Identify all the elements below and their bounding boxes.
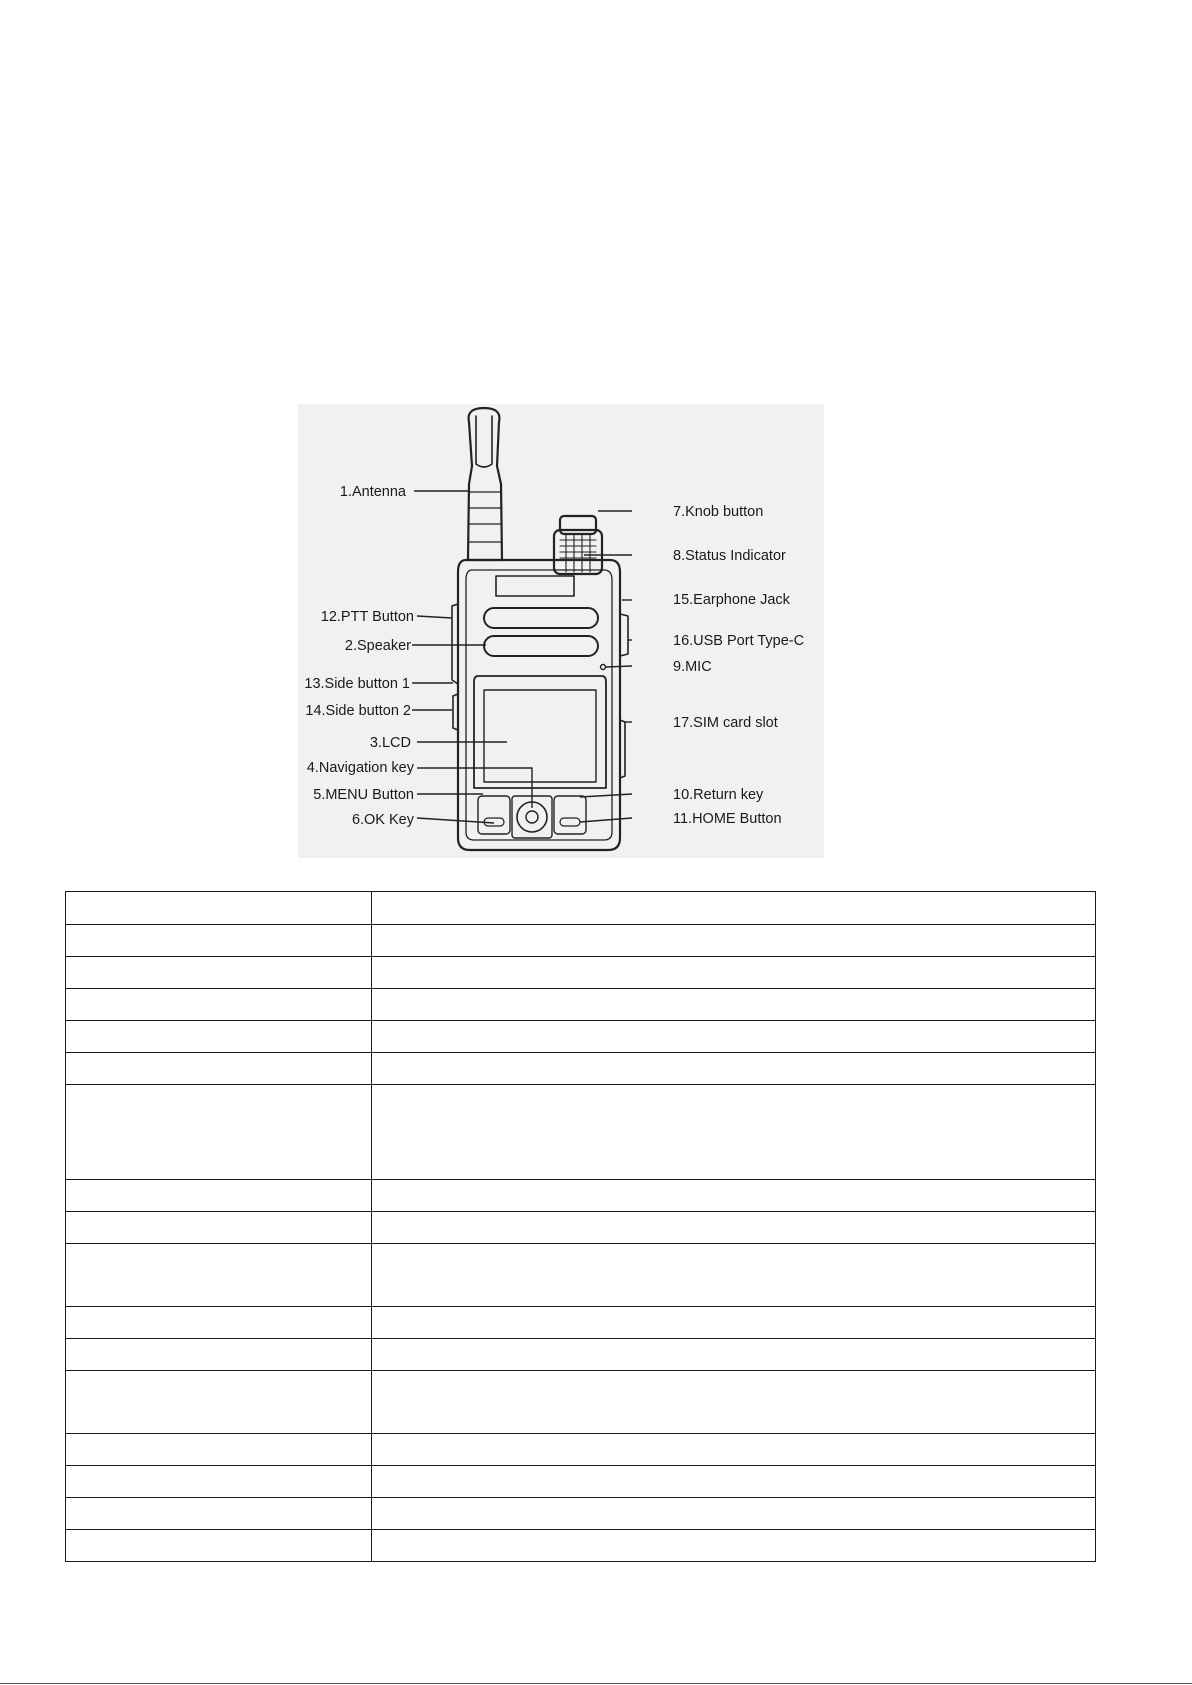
part-description-cell — [372, 892, 1096, 925]
label-home-button: 11.HOME Button — [673, 811, 782, 827]
part-description-cell — [372, 1371, 1096, 1434]
part-name-cell — [66, 1244, 372, 1307]
part-name-cell — [66, 1307, 372, 1339]
part-description-cell — [372, 1466, 1096, 1498]
label-speaker: 2.Speaker — [344, 638, 411, 654]
label-side-button-2: 14.Side button 2 — [305, 703, 411, 719]
part-name-cell — [66, 1530, 372, 1562]
part-description-cell — [372, 1339, 1096, 1371]
parts-table — [65, 891, 1096, 1562]
label-sim-card-slot: 17.SIM card slot — [673, 715, 778, 731]
table-row — [66, 1085, 1096, 1180]
label-ptt-button: 12.PTT Button — [320, 609, 414, 625]
part-name-cell — [66, 892, 372, 925]
table-row — [66, 1307, 1096, 1339]
label-navigation-key: 4.Navigation key — [306, 760, 414, 776]
part-description-cell — [372, 957, 1096, 989]
part-description-cell — [372, 989, 1096, 1021]
label-menu-button: 5.MENU Button — [313, 787, 414, 803]
table-row — [66, 925, 1096, 957]
part-description-cell — [372, 1053, 1096, 1085]
parts-table-body — [66, 892, 1096, 1562]
part-name-cell — [66, 1466, 372, 1498]
label-knob-button: 7.Knob button — [673, 504, 764, 520]
label-usb-port: 16.USB Port Type-C — [673, 633, 805, 649]
part-name-cell — [66, 1371, 372, 1434]
table-row — [66, 892, 1096, 925]
part-name-cell — [66, 1498, 372, 1530]
table-row — [66, 1530, 1096, 1562]
part-name-cell — [66, 1053, 372, 1085]
table-row — [66, 1244, 1096, 1307]
label-side-button-1: 13.Side button 1 — [304, 676, 410, 692]
radio-diagram — [298, 404, 824, 858]
table-row — [66, 1339, 1096, 1371]
lcd-drawing — [474, 676, 606, 788]
part-name-cell — [66, 1339, 372, 1371]
part-name-cell — [66, 1085, 372, 1180]
part-description-cell — [372, 1307, 1096, 1339]
table-row — [66, 1053, 1096, 1085]
part-name-cell — [66, 1212, 372, 1244]
label-ok-key: 6.OK Key — [351, 812, 414, 828]
part-name-cell — [66, 957, 372, 989]
table-row — [66, 1371, 1096, 1434]
label-status-indicator: 8.Status Indicator — [673, 548, 786, 564]
table-row — [66, 1021, 1096, 1053]
table-row — [66, 1212, 1096, 1244]
part-description-cell — [372, 1530, 1096, 1562]
part-name-cell — [66, 989, 372, 1021]
table-row — [66, 1498, 1096, 1530]
antenna-drawing — [468, 408, 502, 560]
part-name-cell — [66, 1021, 372, 1053]
part-description-cell — [372, 1085, 1096, 1180]
table-row — [66, 1180, 1096, 1212]
part-description-cell — [372, 925, 1096, 957]
table-row — [66, 1434, 1096, 1466]
speaker-drawing — [484, 608, 598, 628]
label-antenna: 1.Antenna — [339, 484, 406, 500]
table-row — [66, 1466, 1096, 1498]
page-bottom-rule — [0, 1683, 1192, 1684]
part-description-cell — [372, 1498, 1096, 1530]
part-description-cell — [372, 1021, 1096, 1053]
label-return-key: 10.Return key — [673, 787, 764, 803]
part-description-cell — [372, 1212, 1096, 1244]
part-name-cell — [66, 1180, 372, 1212]
label-mic: 9.MIC — [673, 659, 712, 675]
table-row — [66, 989, 1096, 1021]
label-lcd: 3.LCD — [369, 735, 411, 751]
part-description-cell — [372, 1434, 1096, 1466]
part-name-cell — [66, 1434, 372, 1466]
label-earphone-jack: 15.Earphone Jack — [673, 592, 790, 608]
part-description-cell — [372, 1180, 1096, 1212]
radio-drawing — [298, 404, 824, 858]
part-name-cell — [66, 925, 372, 957]
table-row — [66, 957, 1096, 989]
part-description-cell — [372, 1244, 1096, 1307]
